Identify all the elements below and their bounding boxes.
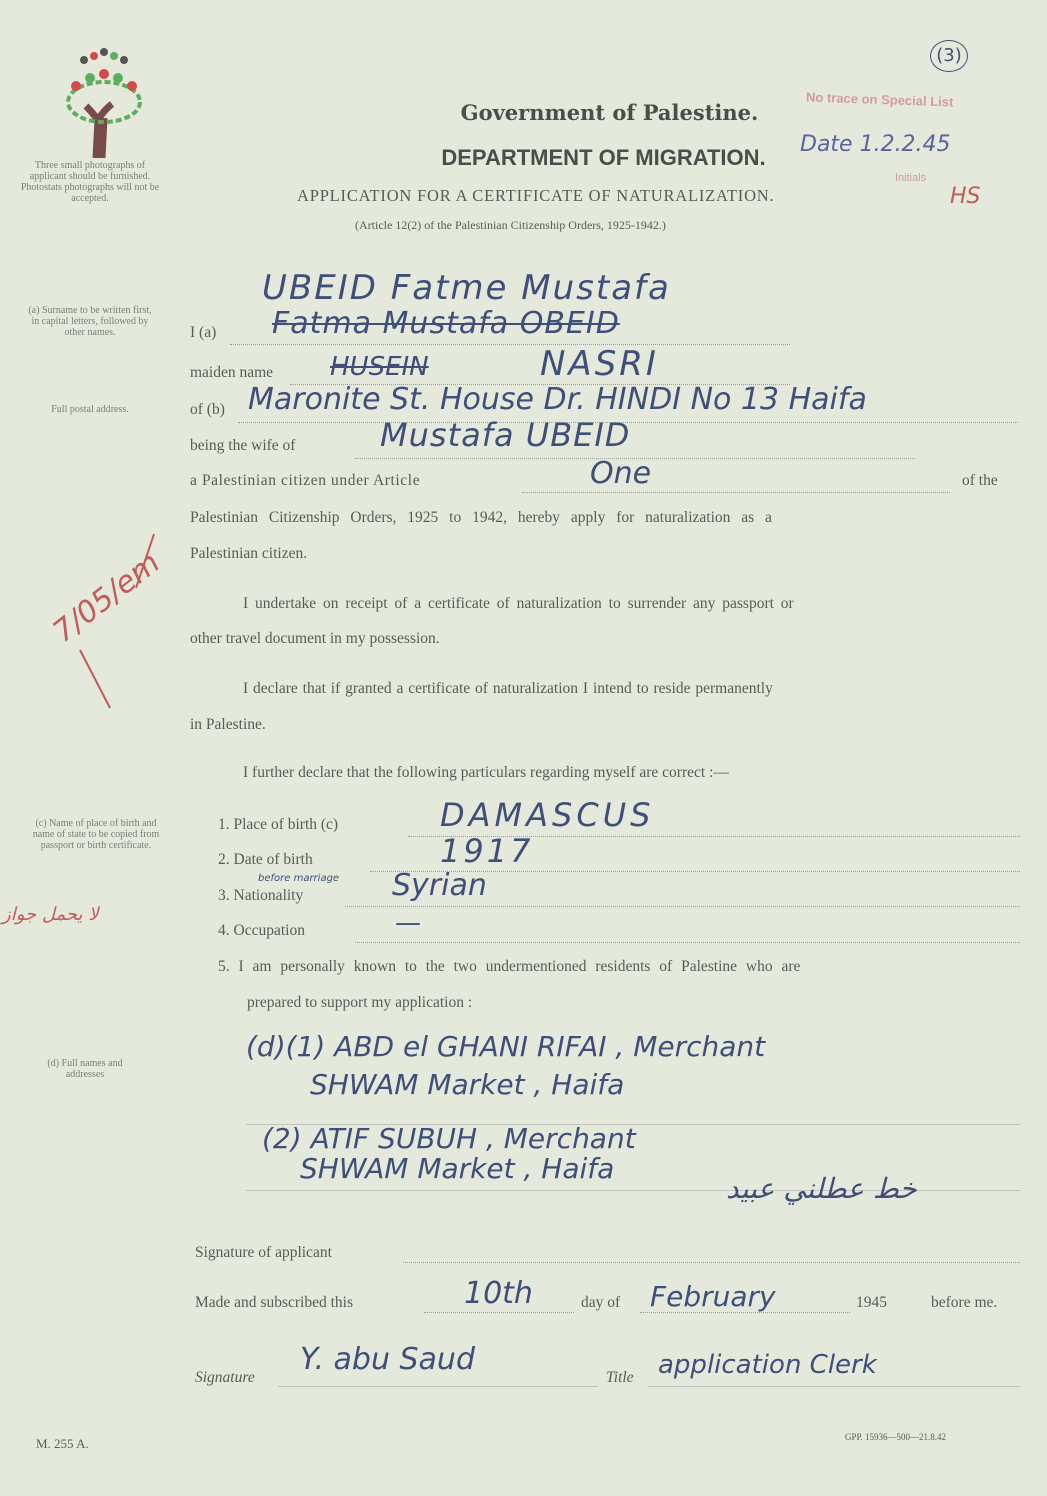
application-heading: APPLICATION FOR A CERTIFICATE OF NATURALIZATION. [297, 186, 775, 205]
applicant-name-corrected: UBEID Fatme Mustafa [262, 268, 671, 308]
husband-name-value: Mustafa UBEID [380, 416, 631, 454]
applicant-signature-line [403, 1262, 1020, 1263]
arabic-margin-note: لا يحمل جواز [2, 904, 99, 925]
name-label: I (a) [190, 324, 217, 341]
declaration-1-line-2: other travel document in my possession. [190, 630, 440, 647]
of-the-text: of the [962, 472, 998, 489]
initials-stamp-label: Initials [895, 172, 927, 184]
made-subscribed-label: Made and subscribed this [195, 1294, 353, 1311]
title-line [648, 1386, 1020, 1387]
supporter-1-line-2: SHWAM Market , Haifa [310, 1068, 625, 1101]
special-list-stamp: No trace on Special List [805, 89, 954, 110]
occupation-dotted-line [355, 942, 1020, 943]
margin-red-annotation: 7/05/em [46, 545, 167, 650]
citizen-article-label: a Palestinian citizen under Article [190, 472, 421, 489]
maiden-name-label: maiden name [190, 364, 274, 381]
before-me-text: before me. [931, 1294, 998, 1311]
occupation-label: 4. Occupation [218, 922, 305, 939]
official-signature-label: Signature [195, 1369, 255, 1386]
title-label: Title [606, 1369, 634, 1386]
birthdate-value: 1917 [440, 832, 534, 870]
photo-margin-note: Three small photographs of applicant should be furnished. Photostats photographs will not be accepted. [20, 160, 160, 204]
article-dotted-line [522, 492, 950, 493]
nationality-note: before marriage [258, 873, 340, 884]
month-dotted-line [640, 1312, 850, 1313]
address-margin-note: Full postal address. [51, 404, 129, 415]
day-dotted-line [424, 1312, 574, 1313]
supporter-2-line-2: SHWAM Market , Haifa [300, 1152, 615, 1185]
declaration-3: I further declare that the following particulars regarding myself are correct :— [243, 764, 729, 781]
name-dotted-line [230, 344, 790, 345]
stamp-date: Date 1.2.2.45 [800, 132, 951, 157]
month-value: February [650, 1280, 776, 1313]
nationality-value: Syrian [392, 868, 487, 903]
declaration-2-line-1: I declare that if granted a certificate of naturalization I intend to reside permanently [243, 680, 773, 697]
day-of-label: day of [581, 1294, 621, 1311]
birthdate-label: 2. Date of birth [218, 851, 313, 868]
birthplace-label: 1. Place of birth (c) [218, 816, 339, 833]
orders-line: Palestinian Citizenship Orders, 1925 to 1942, hereby apply for naturalization as a [190, 509, 772, 526]
supporters-line-1: 5. I am personally known to the two undermentioned residents of Palestine who are [218, 958, 801, 975]
wife-of-label: being the wife of [190, 437, 296, 454]
margin-red-strokes [50, 530, 160, 720]
applicant-name-struck: Fatma Mustafa OBEID [272, 306, 620, 341]
citizen-end-line: Palestinian citizen. [190, 545, 308, 562]
birthplace-value: DAMASCUS [440, 796, 655, 834]
nationality-label: 3. Nationality [218, 887, 304, 904]
official-signature-line [278, 1386, 598, 1387]
occupation-value: — [395, 908, 421, 938]
supporters-line-2: prepared to support my application : [247, 994, 473, 1011]
government-heading: Government of Palestine. [460, 100, 759, 125]
title-value: application Clerk [658, 1350, 877, 1380]
department-heading: DEPARTMENT OF MIGRATION. [441, 145, 766, 170]
nationality-dotted-line [345, 906, 1020, 907]
maiden-name-value: NASRI [540, 344, 659, 384]
declaration-2-line-2: in Palestine. [190, 716, 266, 733]
supporter-2-line-1: (2) ATIF SUBUH , Merchant [262, 1122, 636, 1155]
maiden-name-struck: HUSEIN [330, 352, 429, 382]
day-value: 10th [464, 1276, 533, 1311]
article-subheading: (Article 12(2) of the Palestinian Citizenship Orders, 1925-1942.) [355, 218, 666, 232]
supporters-margin-note: (d) Full names and addresses [47, 1058, 123, 1080]
applicant-signature-label: Signature of applicant [195, 1244, 332, 1261]
declaration-1-line-1: I undertake on receipt of a certificate of naturalization to surrender any passport or [243, 595, 794, 612]
initials-mark: HS [950, 184, 981, 209]
address-label: of (b) [190, 401, 225, 418]
surname-margin-note: (a) Surname to be written first, in capital letters, followed by other names. [28, 305, 152, 338]
article-value: One [590, 456, 652, 491]
page-number-circle: (3) [930, 40, 968, 72]
birthplace-margin-note: (c) Name of place of birth and name of state to be copied from passport or birth certificate. [32, 818, 160, 851]
arabic-applicant-signature: خط عطلني عبيد [726, 1172, 917, 1205]
form-number: M. 255 A. [36, 1436, 89, 1451]
supporter-1-line-1: (d)(1) ABD el GHANI RIFAI , Merchant [246, 1030, 766, 1063]
address-value: Maronite St. House Dr. HINDI No 13 Haifa [248, 382, 867, 417]
printer-code: GPP. 15936—500—21.8.42 [845, 1432, 947, 1442]
year-value: 1945 [856, 1294, 887, 1311]
official-signature-value: Y. abu Saud [300, 1342, 475, 1377]
